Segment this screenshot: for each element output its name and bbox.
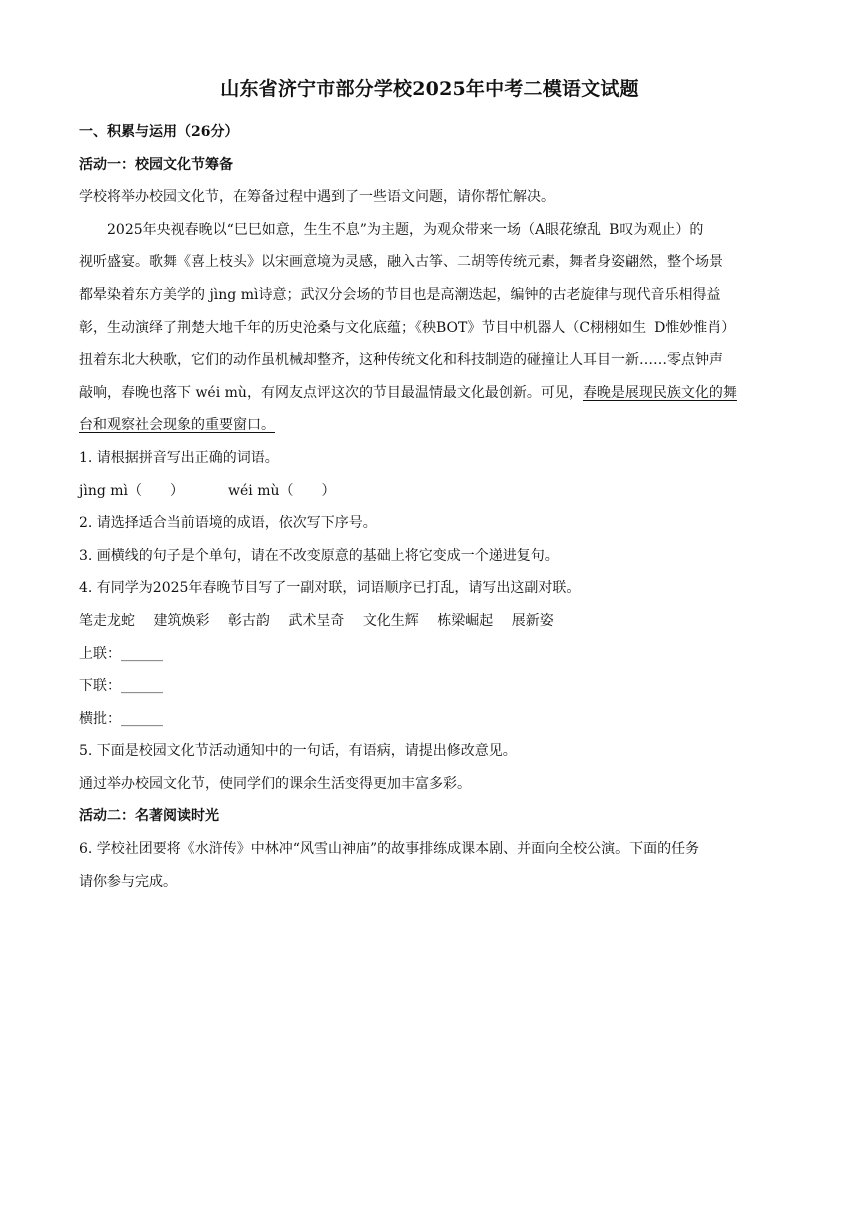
question-1-blanks [79, 475, 780, 508]
question-1: 1. 请根据拼音写出正确的词语。 [79, 449, 279, 466]
passage-line [79, 214, 780, 247]
couplet-word: 笔走龙蛇 [79, 612, 135, 629]
couplet-word: 武术呈奇 [288, 612, 345, 629]
passage-text: D惟妙惟肖） [654, 319, 736, 336]
passage-text: 敲响，春晚也落下 wéi mù，有网友点评这次的节目最温情最文化最创新。可见， [79, 384, 583, 401]
pinyin-blank-2: wéi mù（ ） [228, 482, 336, 499]
pinyin-blank-1: jìng mì（ ） [79, 482, 184, 499]
passage-line [79, 409, 780, 442]
intro-text: 学校将举办校园文化节，在筹备过程中遇到了一些语文问题，请你帮忙解决。 [79, 189, 555, 206]
couplet-lower-blank: 下联：______ [79, 678, 163, 695]
couplet-word: 展新姿 [511, 612, 554, 629]
couplet-word: 文化生辉 [362, 612, 419, 629]
couplet-horizontal-blank: 横批：______ [79, 710, 163, 727]
passage-line: 扭着东北大秧歌，它们的动作虽机械却整齐，这种传统文化和科技制造的碰撞让人耳目一新……零点钟声 [79, 352, 723, 369]
document-title: 山东省济宁市部分学校2025年中考二模语文试题 [220, 78, 639, 100]
passage-text: 2025年央视春晚以“巳巳如意，生生不息”为主题，为观众带来一场（A眼花缭乱 [107, 221, 602, 238]
passage-line: 都晕染着东方美学的 jìng mì诗意；武汉分会场的节目也是高潮迭起，编钟的古老旋律与现代音乐相得益 [79, 286, 721, 303]
underlined-sentence: 春晚是展现民族文化的舞 [582, 384, 737, 401]
couplet-word: 彰古韵 [227, 612, 270, 629]
activity-heading-2: 活动二：名著阅读时光 [79, 808, 219, 825]
couplet-word: 建筑焕彩 [153, 612, 210, 629]
passage-text: B叹为观止）的 [609, 221, 704, 238]
activity-heading-1: 活动一：校园文化节筹备 [79, 156, 233, 173]
question-3: 3. 画横线的句子是个单句，请在不改变原意的基础上将它变成一个递进复句。 [79, 547, 559, 564]
couplet-word: 栋梁崛起 [437, 612, 494, 629]
passage-line [79, 312, 780, 345]
couplet-word-bank [79, 605, 780, 638]
question-2: 2. 请选择适合当前语境的成语，依次写下序号。 [79, 515, 377, 532]
passage-line: 视听盛宴。歌舞《喜上枝头》以宋画意境为灵感，融入古筝、二胡等传统元素，舞者身姿翩然，整个场景 [79, 254, 723, 271]
reading-passage [79, 214, 780, 442]
faulty-sentence: 通过举办校园文化节，使同学们的课余生活变得更加丰富多彩。 [79, 775, 471, 792]
section-heading: 一、积累与运用（26分） [79, 124, 239, 140]
passage-line [79, 377, 780, 410]
couplet-upper-blank: 上联：______ [79, 645, 163, 662]
question-5: 5. 下面是校园文化节活动通知中的一句话，有语病，请提出修改意见。 [79, 743, 517, 760]
passage-text: 彰，生动演绎了荆楚大地千年的历史沧桑与文化底蕴；《秧BOT》节目中机器人（C栩栩如生 [79, 319, 647, 336]
question-6-line-2: 请你参与完成。 [79, 873, 177, 890]
question-4: 4. 有同学为2025年春晚节目写了一副对联，词语顺序已打乱，请写出这副对联。 [79, 580, 581, 597]
question-6-line-1: 6. 学校社团要将《水浒传》中林冲“风雪山神庙”的故事排练成课本剧、并面向全校公演。下面的任务 [79, 841, 700, 858]
underlined-sentence: 台和观察社会现象的重要窗口。 [79, 417, 275, 434]
